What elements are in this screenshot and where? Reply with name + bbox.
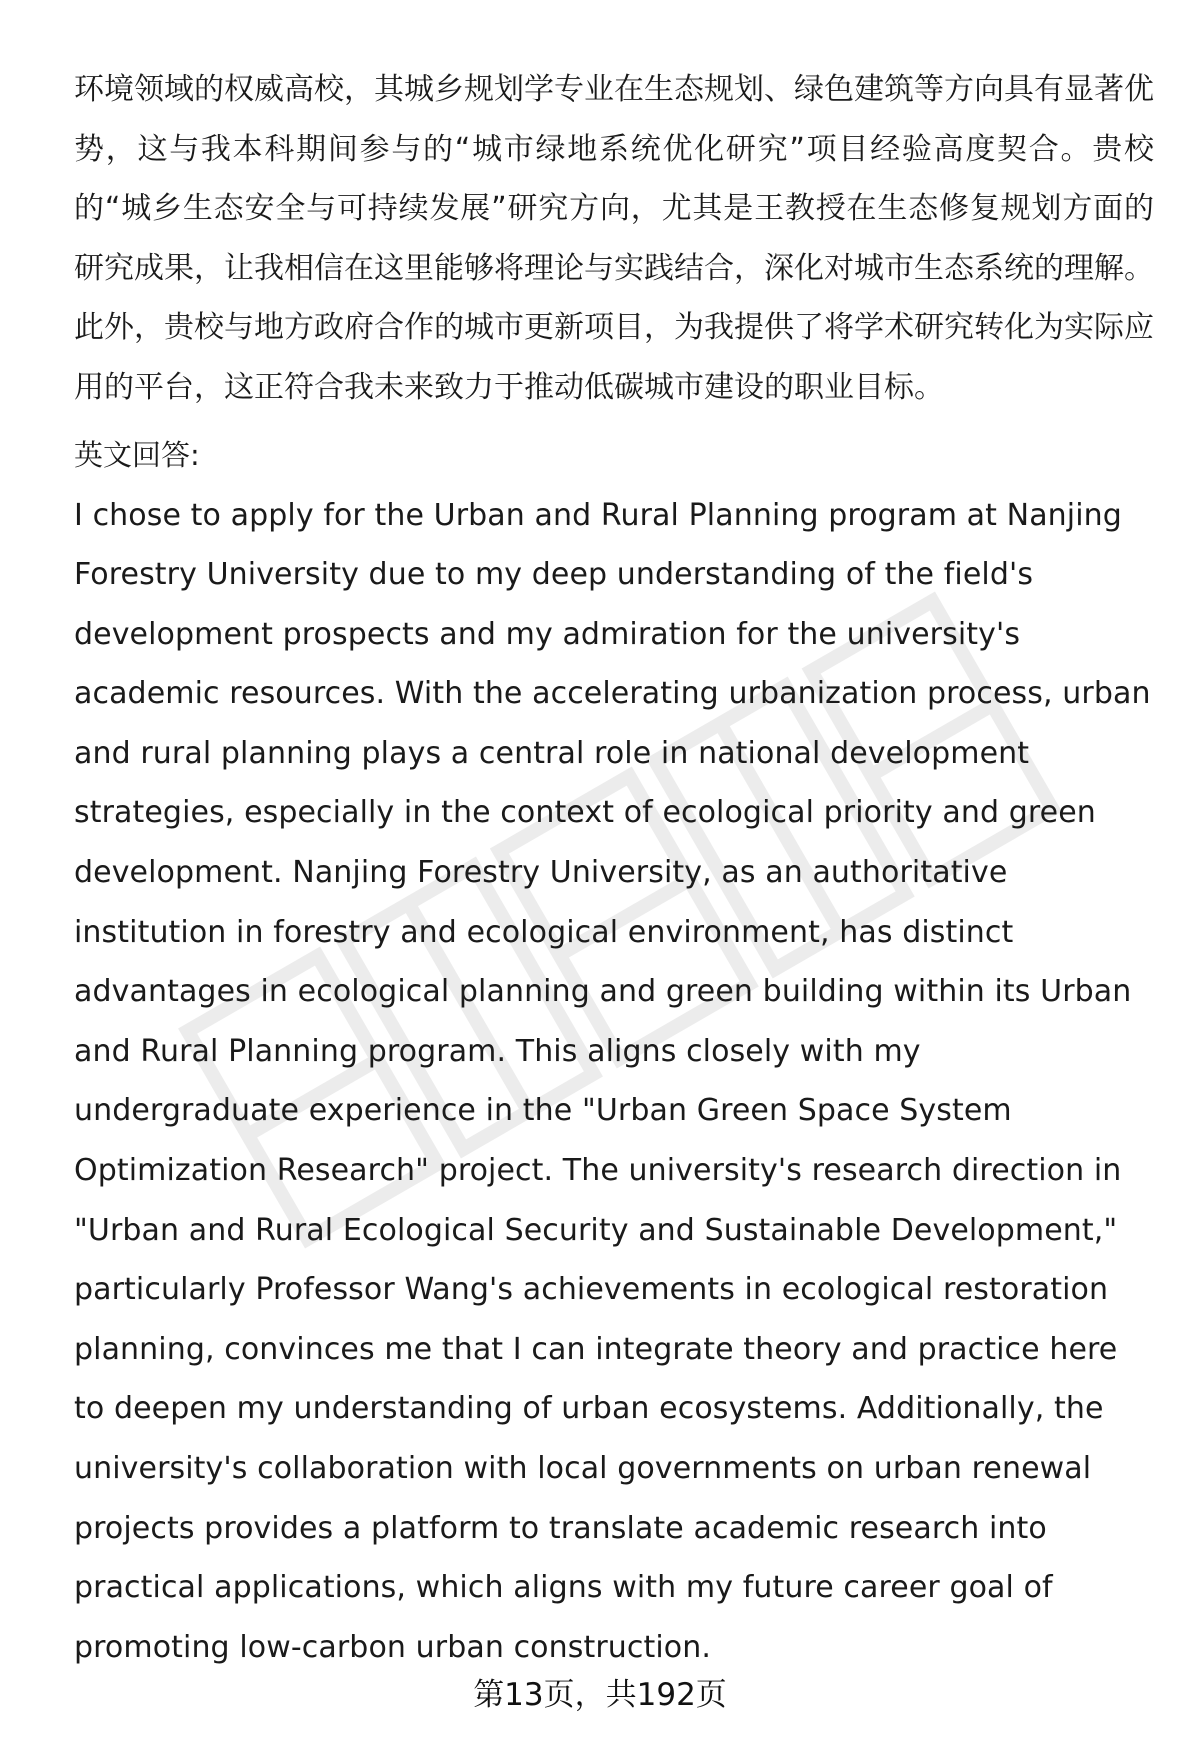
document-body: [74, 60, 1154, 1677]
english-answer-paragraph: I chose to apply for the Urban and Rural Planning program at Nanjing Forestry University due to my deep understanding of the field's development prospects and my admiration for the university's academic resources. With the accelerating urbanization process, urban and rural planning plays a central role in national development strategies, especially in the context of ecological priority and green development. Nanjing Forestry University, as an authoritative institution in forestry and ecological environment, has distinct advantages in ecological planning and green building within its Urban and Rural Planning program. This aligns closely with my undergraduate experience in the "Urban Green Space System Optimization Research" project. The university's research direction in "Urban and Rural Ecological Security and Sustainable Development," particularly Professor Wang's achievements in ecological restoration planning, convinces me that I can integrate theory and practice here to deepen my understanding of urban ecosystems. Additionally, the university's collaboration with local governments on urban renewal projects provides a platform to translate academic research into practical applications, which aligns with my future career goal of promoting low-carbon urban construction.: [74, 497, 1151, 1665]
chinese-answer-paragraph: 环境领域的权威高校，其城乡规划学专业在生态规划、绿色建筑等方向具有显著优势，这与我本科期间参与的“城市绿地系统优化研究”项目经验高度契合。贵校的“城乡生态安全与可持续发展”研究方向，尤其是王教授在生态修复规划方面的研究成果，让我相信在这里能够将理论与实践结合，深化对城市生态系统的理解。此外，贵校与地方政府合作的城市更新项目，为我提供了将学术研究转化为实际应用的平台，这正符合我未来致力于推动低碳城市建设的职业目标。: [74, 72, 1154, 405]
english-answer-heading: 英文回答:: [74, 438, 200, 472]
page-number-footer: 第13页，共192页: [473, 1677, 727, 1713]
